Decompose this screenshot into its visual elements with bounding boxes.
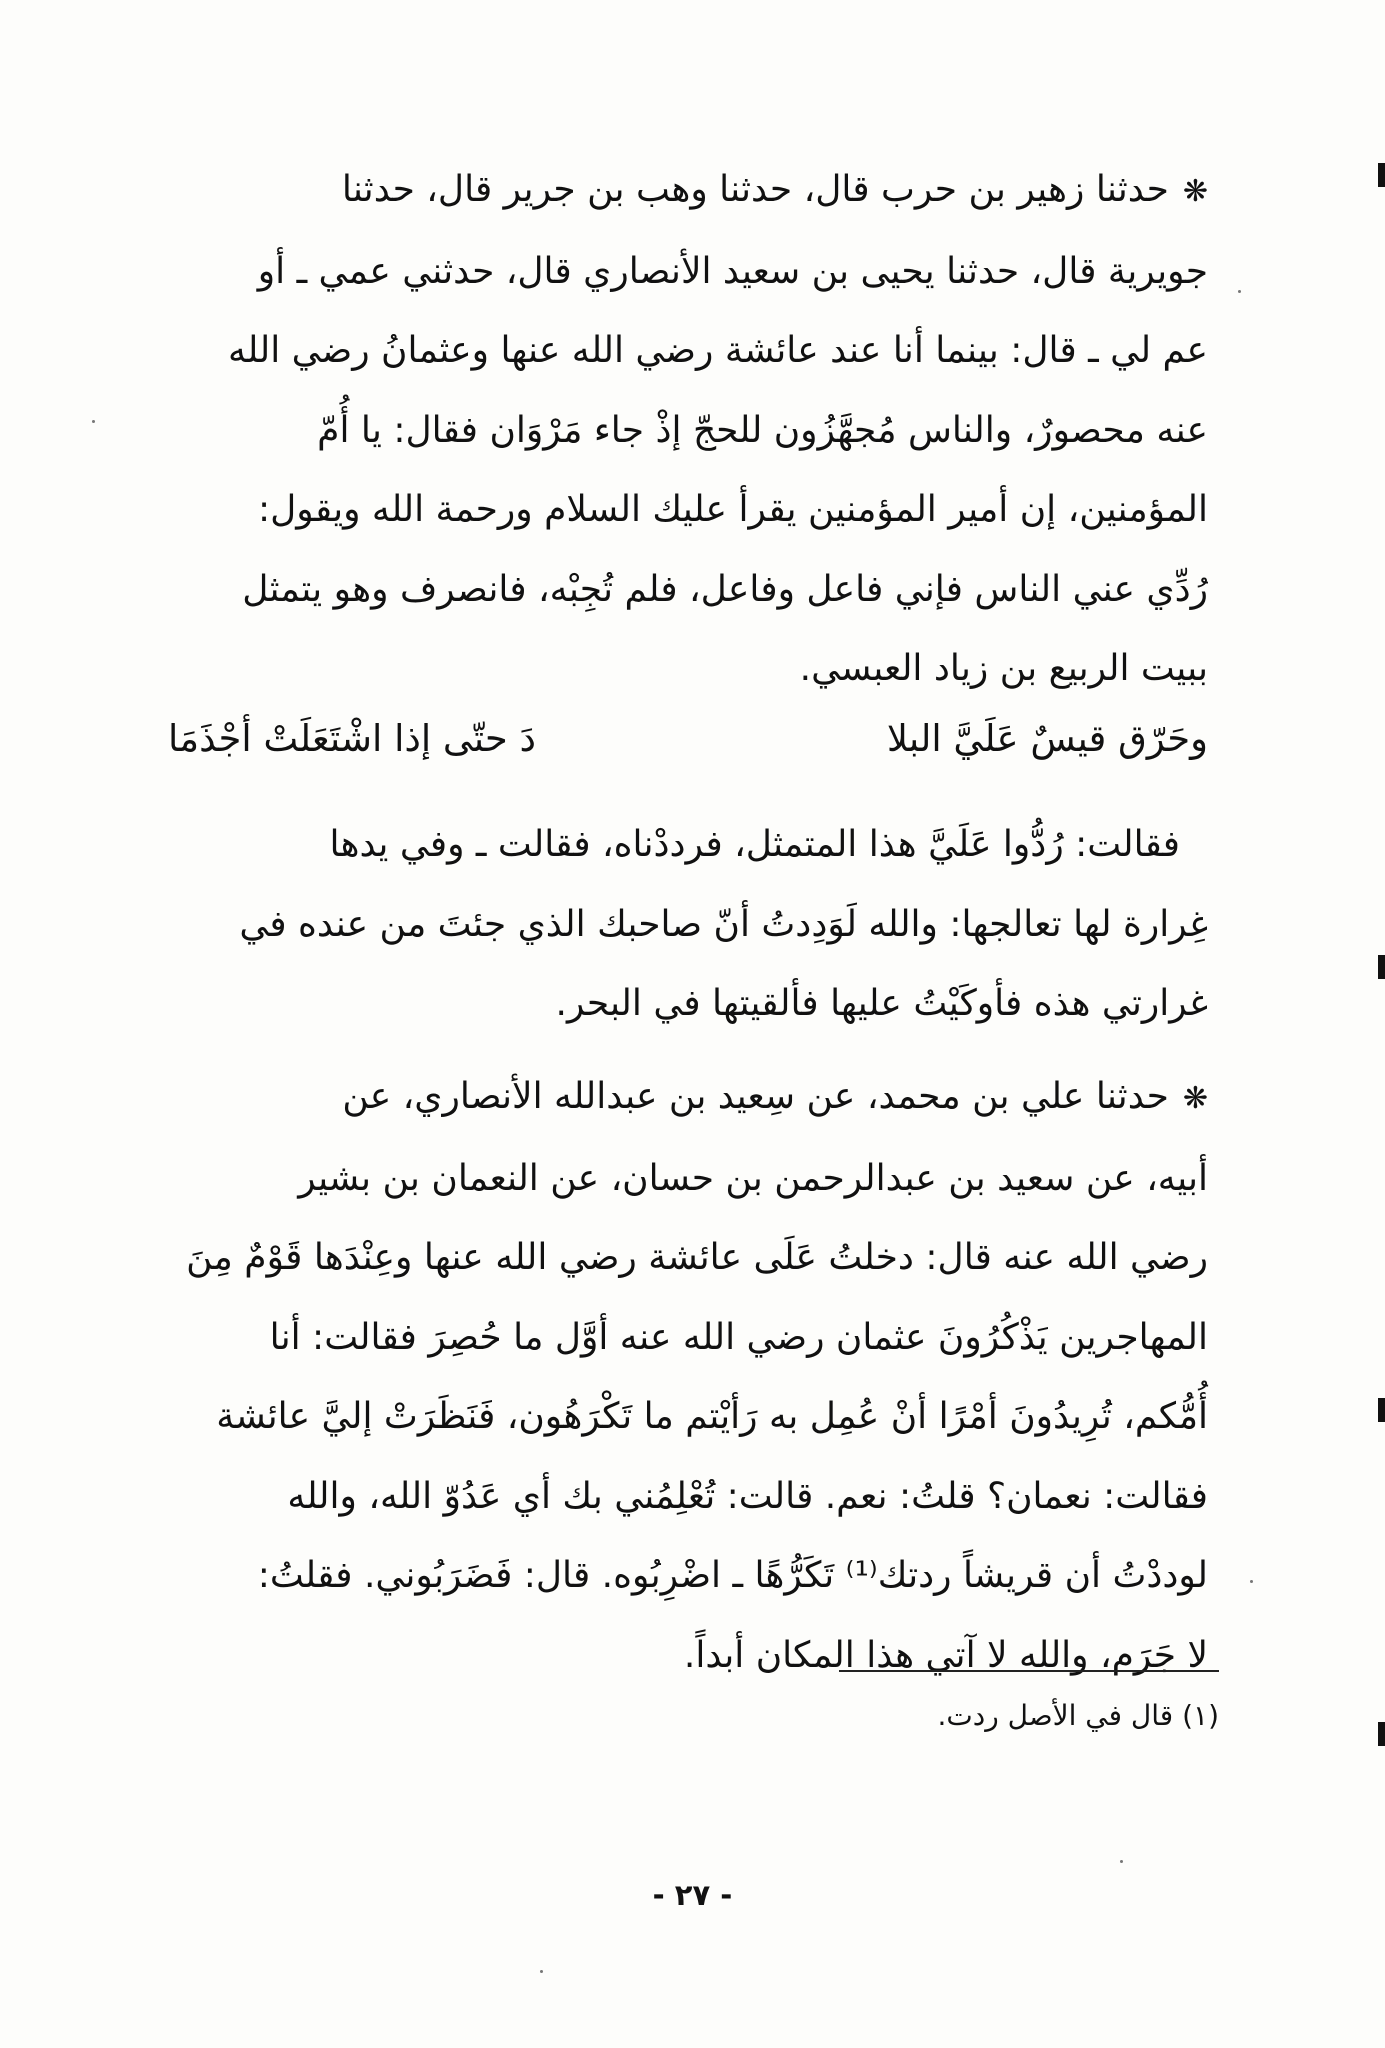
- scan-edge-mark: [1378, 1398, 1385, 1422]
- text-line: عم لي ـ قال: بينما أنا عند عائشة رضي الله عنها وعثمانُ رضي الله: [228, 330, 1208, 371]
- scan-edge-mark: [1378, 955, 1385, 979]
- scan-edge-mark: [1378, 163, 1385, 187]
- text-line: أُمُّكم، تُرِيدُونَ أمْرًا أنْ عُمِل به رَأيْتم ما تَكْرَهُون، فَنَظَرَتْ إليَّ عائشة: [216, 1396, 1208, 1437]
- text-line: ببيت الربيع بن زياد العبسي.: [799, 648, 1208, 689]
- text-line: عنه محصورٌ، والناس مُجهَّزُون للحجّ إذْ جاء مَرْوَان فقال: يا أُمّ: [317, 409, 1208, 451]
- text-line: أبيه، عن سعيد بن عبدالرحمن بن حسان، عن النعمان بن بشير: [298, 1157, 1208, 1199]
- paragraph-1: [168, 150, 1208, 709]
- text-line: غرارتي هذه فأوكَيْتُ عليها فألقيتها في البحر.: [555, 983, 1208, 1024]
- first-hemistich: وحَرّق قيسٌ عَلَيَّ البلا: [886, 717, 1208, 760]
- text-line: [168, 150, 1208, 232]
- paragraph-3: [168, 1057, 1208, 1695]
- poetry-verse: [168, 699, 1208, 779]
- page-number: - ٢٧ -: [652, 1878, 733, 1912]
- second-hemistich: دَ حتّى إذا اشْتَعَلَتْ أجْذَمَا: [168, 717, 536, 760]
- text-line: رضي الله عنه قال: دخلتُ عَلَى عائشة رضي الله عنها وعِنْدَها قَوْمٌ مِنَ: [186, 1237, 1208, 1278]
- text-line: رُدِّي عني الناس فإني فاعل وفاعل، فلم تُجِبْه، فانصرف وهو يتمثل: [242, 568, 1208, 610]
- text-line: [168, 805, 1208, 885]
- text-line: المهاجرين يَذْكُرُونَ عثمان رضي الله عنه أوَّل ما حُصِرَ فقالت: أنا: [269, 1316, 1208, 1358]
- scan-speck: [540, 1970, 543, 1973]
- line-text: حدثنا علي بن محمد، عن سِعيد بن عبدالله الأنصاري، عن: [342, 1076, 1169, 1117]
- scan-speck: [1238, 290, 1241, 293]
- footnote: (١) قال في الأصل ردت.: [937, 1699, 1219, 1732]
- footnote-separator: [839, 1670, 1219, 1672]
- text-line: [168, 1057, 1208, 1139]
- text-line: المؤمنين، إن أمير المؤمنين يقرأ عليك السلام ورحمة الله ويقول:: [257, 489, 1208, 530]
- text-line: جويرية قال، حدثنا يحيى بن سعيد الأنصاري قال، حدثني عمي ـ أو: [257, 250, 1208, 292]
- asterism-marker: ❋: [1182, 174, 1208, 209]
- line-text: حدثنا زهير بن حرب قال، حدثنا وهب بن جرير قال، حدثنا: [341, 169, 1169, 210]
- scan-speck: [1250, 1580, 1253, 1583]
- text-line: لوددْتُ أن قريشاً ردتك⁽¹⁾ تَكَرُّهًا ـ اضْرِبُوه. قال: فَضَرَبُوني. فقلتُ:: [257, 1555, 1208, 1596]
- text-line: غِرارة لها تعالجها: والله لَوَدِدتُ أنّ صاحبك الذي جئتَ من عنده في: [239, 903, 1208, 945]
- text-line: فقالت: نعمان؟ قلتُ: نعم. قالت: تُعْلِمُني بك أي عَدُوّ الله، والله: [287, 1475, 1208, 1517]
- scan-speck: [1120, 1860, 1123, 1863]
- asterism-marker: ❋: [1182, 1081, 1208, 1116]
- paragraph-2: [168, 805, 1208, 1044]
- text-line: لا جَرَم، والله لا آتي هذا المكان أبداً.: [683, 1634, 1208, 1676]
- scan-edge-mark: [1378, 1722, 1385, 1746]
- scan-speck: [92, 420, 95, 423]
- line-text: فقالت: رُدُّوا عَلَيَّ هذا المتمثل، فرددْناه، فقالت ـ وفي يدها: [329, 824, 1180, 865]
